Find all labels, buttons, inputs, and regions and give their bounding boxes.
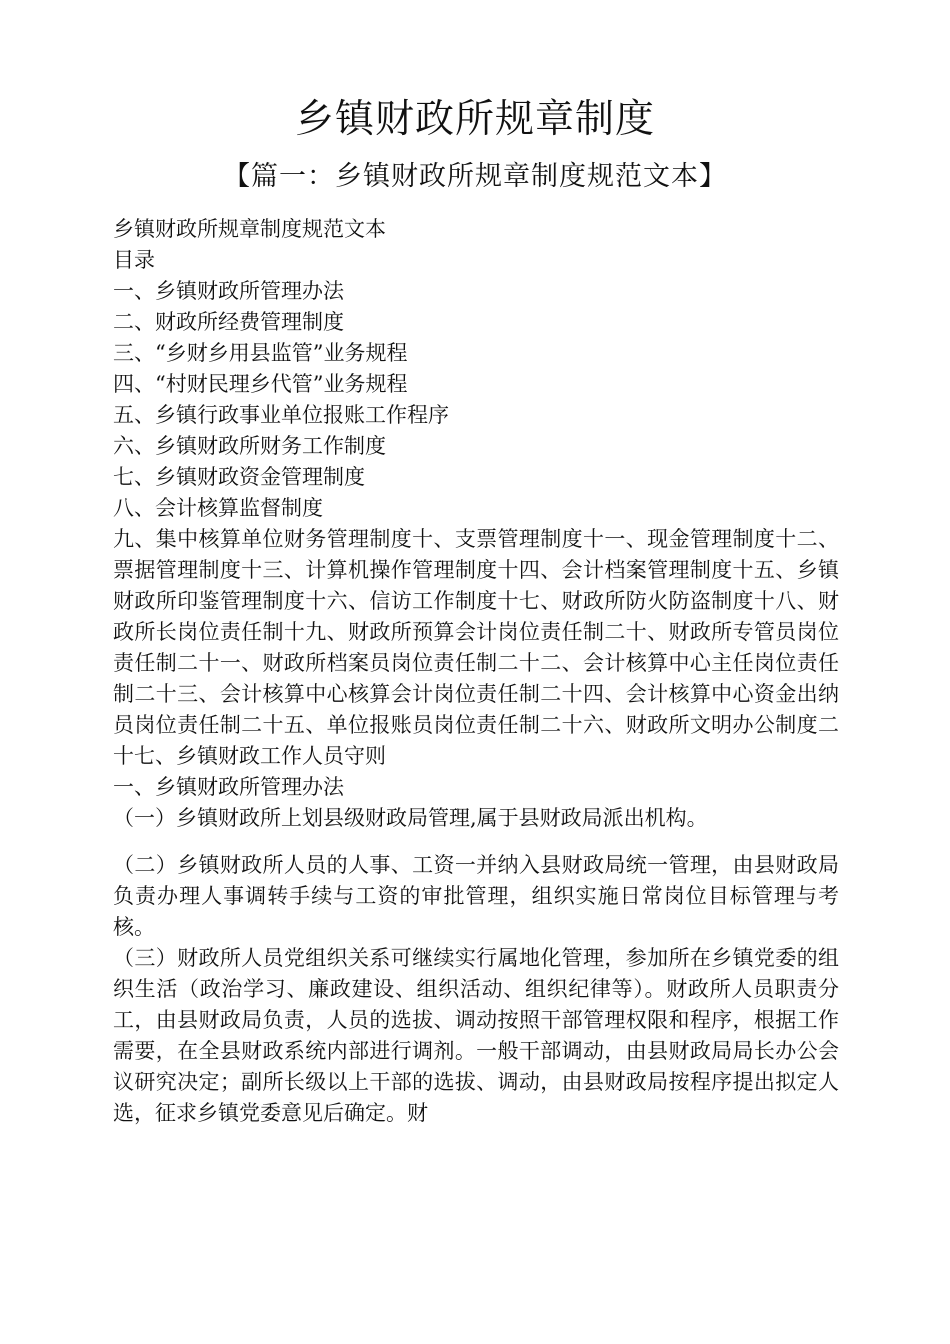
section-heading: 一、乡镇财政所管理办法 — [113, 775, 344, 799]
paragraph-3: （三）财政所人员党组织关系可继续实行属地化管理，参加所在乡镇党委的组织生活（政治学习、廉政建设、组织活动、组织纪律等）。财政所人员职责分工，由县财政局负责，人员的选拔、调动按照干部管理权限和程序，根据工作需要，在全县财政系统内部进行调剂。一般干部调动，由县财政局局长办公会议研究决定；副所长级以上干部的选拔、调动，由县财政局按程序提出拟定人选，征求乡镇党委意见后确定。财 — [113, 946, 839, 1125]
toc-item: 八、会计核算监督制度 — [113, 496, 323, 520]
toc-item: 四、“村财民理乡代管”业务规程 — [113, 372, 408, 396]
document-title: 乡镇财政所规章制度 — [294, 97, 655, 142]
heading-line: 乡镇财政所规章制度规范文本 — [113, 217, 386, 241]
toc-item: 三、“乡财乡用县监管”业务规程 — [113, 341, 408, 365]
toc-item: 一、乡镇财政所管理办法 — [113, 279, 344, 303]
toc-item: 五、乡镇行政事业单位报账工作程序 — [113, 403, 449, 427]
document-subtitle: 【篇一：乡镇财政所规章制度规范文本】 — [223, 161, 727, 192]
toc-label: 目录 — [113, 248, 155, 272]
document-body — [113, 214, 839, 1129]
toc-continued-paragraph: 九、集中核算单位财务管理制度十、支票管理制度十一、现金管理制度十二、票据管理制度十三、计算机操作管理制度十四、会计档案管理制度十五、乡镇财政所印鉴管理制度十六、信访工作制度十七、财政所防火防盗制度十八、财政所长岗位责任制十九、财政所预算会计岗位责任制二十、财政所专管员岗位责任制二十一、财政所档案员岗位责任制二十二、会计核算中心主任岗位责任制二十三、会计核算中心核算会计岗位责任制二十四、会计核算中心资金出纳员岗位责任制二十五、单位报账员岗位责任制二十六、财政所文明办公制度二十七、乡镇财政工作人员守则 — [113, 527, 839, 768]
paragraph-2: （二）乡镇财政所人员的人事、工资一并纳入县财政局统一管理，由县财政局负责办理人事调转手续与工资的审批管理，组织实施日常岗位目标管理与考核。 — [113, 853, 839, 939]
paragraph-1: （一）乡镇财政所上划县级财政局管理,属于县财政局派出机构。 — [113, 806, 708, 830]
paragraph-spacer — [113, 834, 839, 850]
toc-item: 六、乡镇财政所财务工作制度 — [113, 434, 386, 458]
toc-item: 二、财政所经费管理制度 — [113, 310, 344, 334]
toc-item: 七、乡镇财政资金管理制度 — [113, 465, 365, 489]
